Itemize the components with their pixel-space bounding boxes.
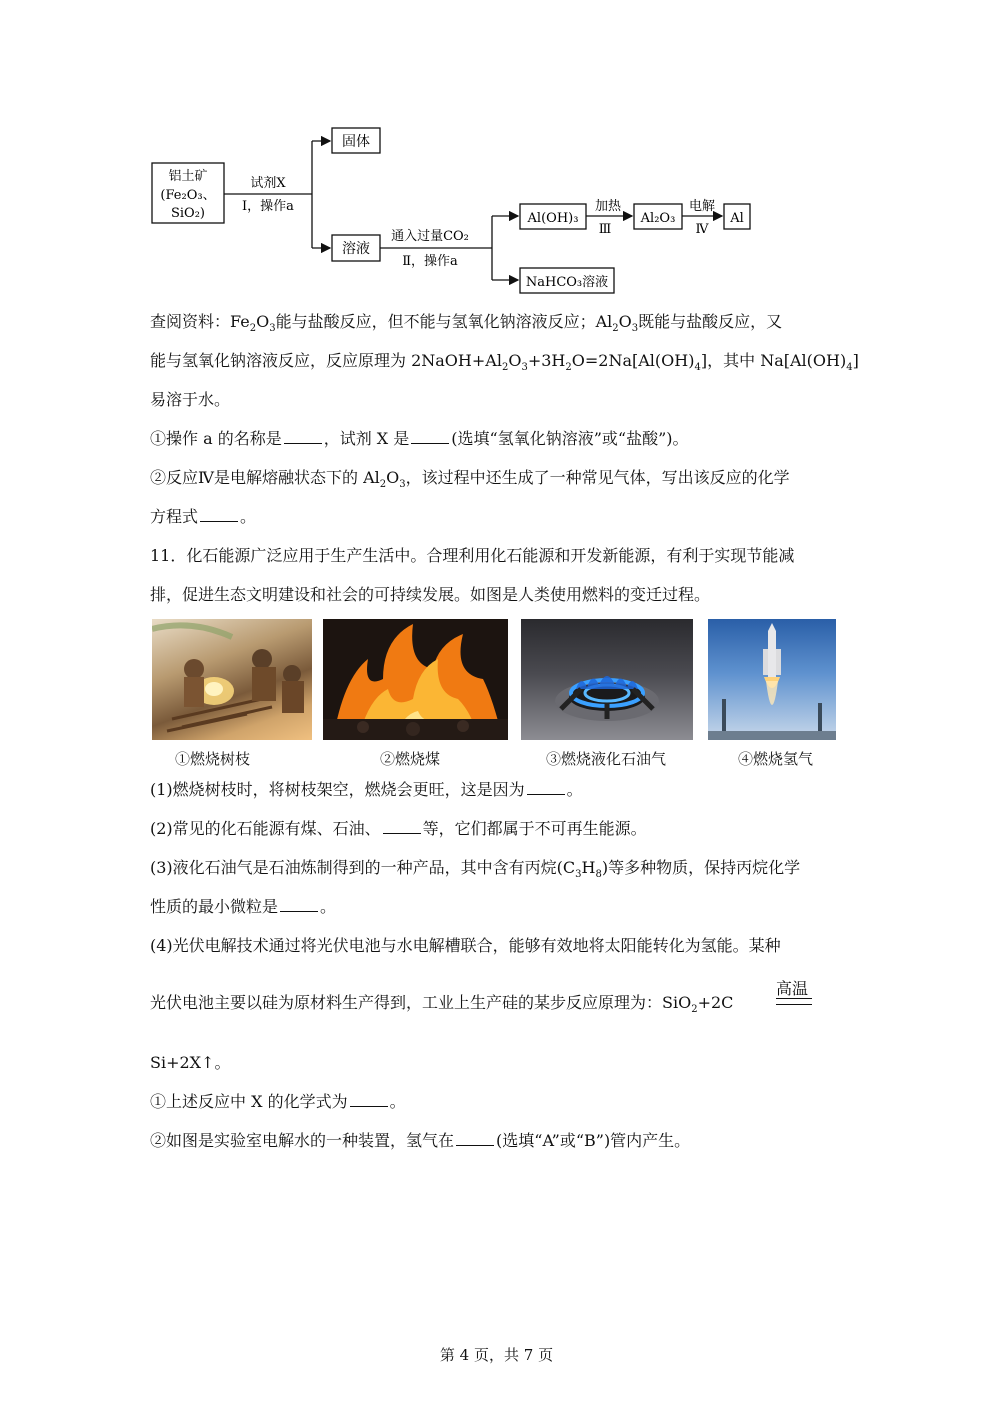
- page-footer: 第 4 页，共 7 页: [439, 1346, 554, 1364]
- answer-blank[interactable]: [527, 780, 565, 795]
- sub-question-2: (2)常见的化石能源有煤、石油、 等，它们都属于不可再生能源。: [150, 819, 647, 838]
- aloh3-label: Al(OH)₃: [527, 211, 579, 226]
- answer-blank[interactable]: [383, 819, 421, 834]
- caption-3: ③燃烧液化石油气: [545, 750, 666, 768]
- reaction-condition: 高温: [776, 979, 809, 998]
- sub-question-4-part-2: ②如图是实验室电解水的一种装置，氢气在 (选填“A”或“B”)管内产生。: [150, 1131, 691, 1150]
- sub-question-4-line-2: 光伏电池主要以硅为原材料生产得到，工业上生产硅的某步反应原理为：SiO$_2$+2C: [150, 993, 734, 1016]
- caption-4: ④燃烧氢气: [737, 750, 813, 768]
- ore-comp-1: (Fe₂O₃、: [160, 188, 216, 203]
- answer-blank[interactable]: [350, 1092, 388, 1107]
- step3-cond: 加热: [594, 199, 622, 214]
- step3-num: Ⅲ: [598, 222, 612, 237]
- reference-line-3: 易溶于水。: [150, 390, 231, 409]
- solution-label: 溶液: [342, 241, 370, 257]
- sub-question-4-line-1: (4)光伏电解技术通过将光伏电池与水电解槽联合，能够有效地将太阳能转化为氢能。某种: [150, 936, 781, 955]
- question-2-line-1: ②反应Ⅳ是电解熔融状态下的 $Al_2O_3$，该过程中还生成了一种常见气体，写出该反应的化学: [150, 468, 790, 491]
- process-flowchart: [140, 120, 770, 300]
- ore-comp-2: SiO₂): [170, 206, 206, 221]
- sub-question-4-part-1: ①上述反应中 X 的化学式为 。: [150, 1092, 406, 1111]
- answer-blank[interactable]: [200, 507, 238, 522]
- reaction-equals-sign: [776, 998, 812, 1005]
- answer-blank[interactable]: [456, 1131, 494, 1146]
- photo-burning-coal: [323, 619, 508, 740]
- sub-question-3-line-1: (3)液化石油气是石油炼制得到的一种产品，其中含有丙烷$(C_3H_8)$等多种物质，保持丙烷化学: [150, 858, 801, 881]
- solid-label: 固体: [342, 134, 370, 150]
- answer-blank[interactable]: [284, 429, 322, 444]
- sub-question-1: (1)燃烧树枝时，将树枝架空，燃烧会更旺，这是因为 。: [150, 780, 583, 799]
- al2o3-label: Al₂O₃: [640, 211, 676, 226]
- step2-op: Ⅱ，操作a: [402, 254, 458, 269]
- problem-11-line-2: 排，促进生态文明建设和社会的可持续发展。如图是人类使用燃料的变迁过程。: [150, 585, 711, 604]
- answer-blank[interactable]: [411, 429, 449, 444]
- ore-label: 铝土矿: [168, 169, 208, 184]
- answer-blank[interactable]: [280, 897, 318, 912]
- step4-cond: 电解: [688, 199, 716, 214]
- step1-op: Ⅰ，操作a: [242, 199, 294, 214]
- step4-num: Ⅳ: [695, 222, 709, 237]
- photo-burning-branches: [152, 619, 312, 740]
- nahco3-label: NaHCO₃溶液: [525, 275, 609, 290]
- photo-burning-hydrogen: [708, 619, 836, 740]
- photo-burning-lpg: [521, 619, 693, 740]
- caption-2: ②燃烧煤: [379, 750, 440, 768]
- step1-reagent: 试剂X: [250, 176, 286, 191]
- reference-line-1: 查阅资料：$Fe_2O_3$能与盐酸反应，但不能与氢氧化钠溶液反应；$Al_2O_3$既能与盐酸反应，又: [150, 312, 783, 335]
- question-1: ①操作 a 的名称是 ，试剂 X 是 (选填“氢氧化钠溶液”或“盐酸”)。: [150, 429, 689, 448]
- caption-1: ①燃烧树枝: [174, 750, 250, 768]
- al-label: Al: [730, 211, 744, 226]
- sub-question-4-line-3: Si+2X↑。: [150, 1053, 231, 1072]
- sub-question-3-line-2: 性质的最小微粒是 。: [150, 897, 337, 916]
- step2-reagent: 通入过量CO₂: [391, 229, 469, 244]
- question-2-line-2: 方程式 。: [150, 507, 257, 526]
- problem-11-line-1: 11．化石能源广泛应用于生产生活中。合理利用化石能源和开发新能源，有利于实现节能减: [150, 546, 795, 565]
- reference-line-2: 能与氢氧化钠溶液反应，反应原理为 $2NaOH+Al_2O_3+3H_2O=2Na[Al(OH)_4]$，其中 $Na[Al(OH)_4]$: [150, 351, 859, 374]
